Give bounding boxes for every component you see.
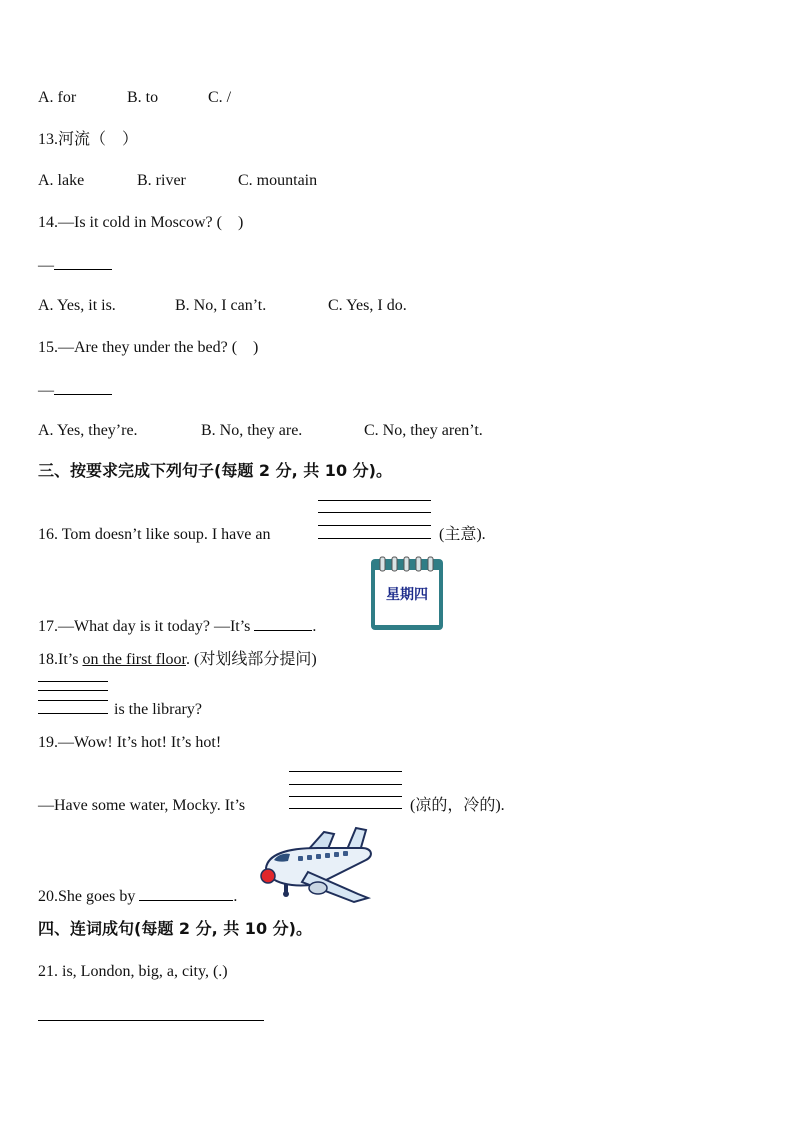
q12-option-b: B. to xyxy=(127,89,159,106)
q18-suffix: . (对划线部分提问) xyxy=(186,651,317,668)
q20-text: 20.She goes by xyxy=(38,888,136,905)
q18-grid-line[interactable] xyxy=(38,713,108,714)
q17-line xyxy=(38,616,316,637)
q14-blank[interactable] xyxy=(54,255,112,270)
q18-grid-line xyxy=(38,690,108,691)
q20-line xyxy=(38,886,237,907)
q17-blank[interactable] xyxy=(254,616,312,631)
q19-line2: —Have some water, Mocky. It’s xyxy=(38,797,246,814)
q18-line2: is the library? xyxy=(114,701,202,718)
q14-dash: — xyxy=(38,257,54,274)
q14-option-c: C. Yes, I do. xyxy=(328,297,407,314)
q16-hint: (主意). xyxy=(439,526,486,543)
q13-option-a: A. lake xyxy=(38,172,85,189)
q19-line1: 19.—Wow! It’s hot! It’s hot! xyxy=(38,734,222,751)
q18-grid-line xyxy=(38,681,108,682)
q16-grid-line xyxy=(318,500,431,501)
q16-grid-line xyxy=(318,512,431,513)
q12-option-a: A. for xyxy=(38,89,77,106)
q17-period: . xyxy=(312,618,317,635)
q19-grid-line[interactable] xyxy=(289,808,402,809)
q18-underlined: on the first floor xyxy=(82,651,186,668)
q16-grid-line xyxy=(318,525,431,526)
q19-grid-line xyxy=(289,796,402,797)
q13-option-c: C. mountain xyxy=(238,172,318,189)
q15-dash: — xyxy=(38,382,54,399)
q21-text: 21. is, London, big, a, city, (.) xyxy=(38,963,228,980)
q15-option-b: B. No, they are. xyxy=(201,422,303,439)
q19-grid-line xyxy=(289,784,402,785)
q13-option-b: B. river xyxy=(137,172,186,189)
q15-blank[interactable] xyxy=(54,380,112,395)
q15-option-c: C. No, they aren’t. xyxy=(364,422,483,439)
q20-period: . xyxy=(233,888,238,905)
q14-answer-line xyxy=(38,255,112,276)
q15-stem: 15.—Are they under the bed? ( ) xyxy=(38,339,259,356)
q19-grid-line xyxy=(289,771,402,772)
q18-prefix: 18.It’s xyxy=(38,651,83,668)
q18-grid-line xyxy=(38,700,108,701)
q21-answer-line[interactable] xyxy=(38,1020,264,1021)
q14-option-a: A. Yes, it is. xyxy=(38,297,116,314)
q16-grid-line[interactable] xyxy=(318,538,431,539)
q17-text: 17.—What day is it today? —It’s xyxy=(38,618,251,635)
q16-text: 16. Tom doesn’t like soup. I have an xyxy=(38,526,271,543)
calendar-label: 星期四 xyxy=(386,587,428,603)
q19-hint: (凉的，冷的). xyxy=(410,797,505,814)
q14-option-b: B. No, I can’t. xyxy=(175,297,267,314)
airplane-icon xyxy=(258,824,376,904)
q15-answer-line xyxy=(38,380,112,401)
q13-stem: 13.河流（ ） xyxy=(38,131,139,148)
q14-stem: 14.—Is it cold in Moscow? ( ) xyxy=(38,214,244,231)
section4-title: 四、连词成句(每题 2 分, 共 10 分)。 xyxy=(38,919,312,938)
section3-title: 三、按要求完成下列句子(每题 2 分, 共 10 分)。 xyxy=(38,461,392,480)
q20-blank[interactable] xyxy=(139,886,233,901)
q12-option-c: C. / xyxy=(208,89,232,106)
calendar-icon xyxy=(370,556,444,631)
q18-line xyxy=(38,650,317,670)
q15-option-a: A. Yes, they’re. xyxy=(38,422,138,439)
